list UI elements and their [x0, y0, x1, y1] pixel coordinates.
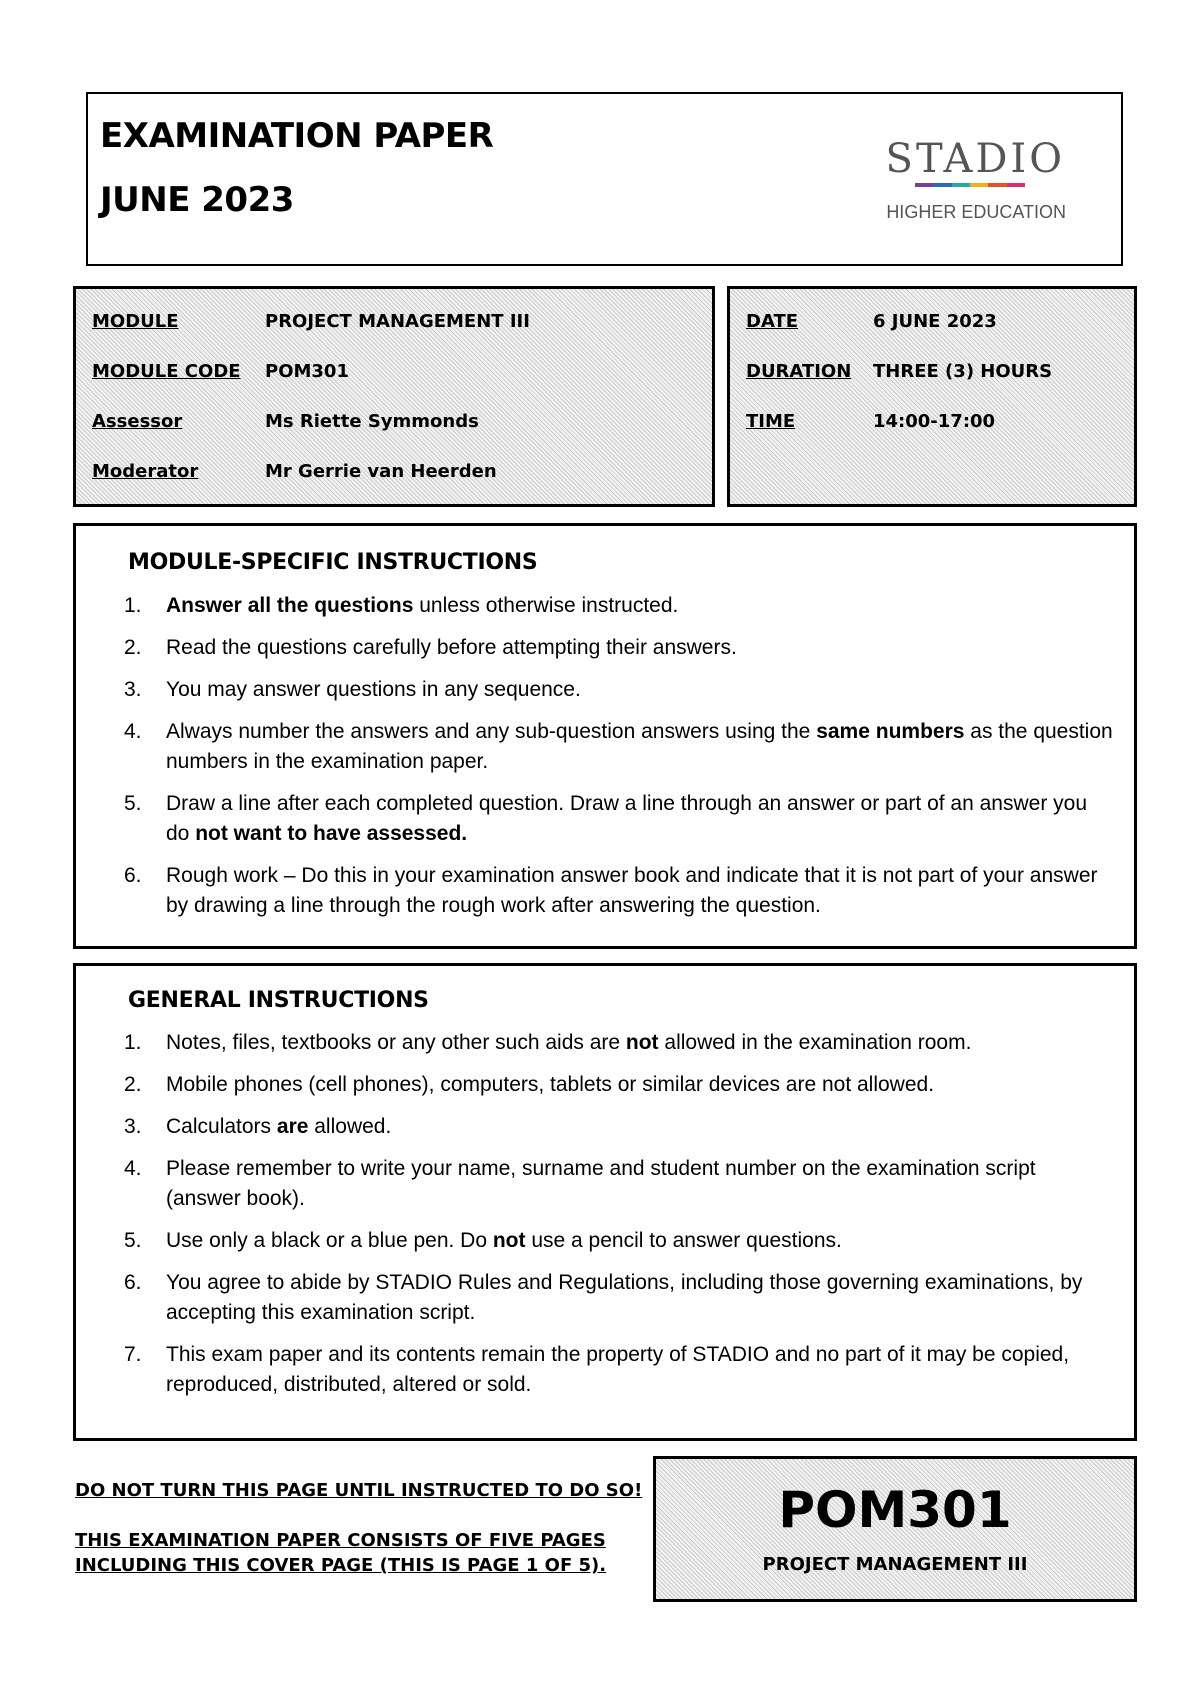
- header-box: [86, 92, 1123, 266]
- instruction-item: [114, 1226, 1114, 1256]
- detail-value: THREE (3) HOURS: [873, 361, 1053, 382]
- logo-color-bar: [915, 183, 1025, 187]
- instruction-emphasis: not: [492, 1229, 526, 1252]
- instruction-text: Calculators: [166, 1115, 277, 1138]
- instruction-text: Always number the answers and any sub-question answers using the: [166, 720, 817, 743]
- do-not-turn-warning: DO NOT TURN THIS PAGE UNTIL INSTRUCTED TO DO SO!: [75, 1480, 643, 1501]
- instruction-item: [114, 861, 1114, 921]
- logo-stripe: [915, 183, 933, 187]
- general-instructions-title: GENERAL INSTRUCTIONS: [128, 988, 429, 1013]
- exam-session: JUNE 2023: [100, 180, 294, 220]
- instruction-emphasis: Answer all the questions: [166, 594, 414, 617]
- instruction-number: 2.: [124, 1073, 142, 1096]
- detail-label: Moderator: [92, 461, 199, 482]
- instruction-text: unless otherwise instructed.: [413, 594, 679, 617]
- instruction-number: 2.: [124, 636, 142, 659]
- general-instructions-list: [114, 1028, 1114, 1412]
- module-instructions-list: [114, 591, 1114, 933]
- instruction-number: 3.: [124, 1115, 142, 1138]
- instruction-text: Read the questions carefully before attempting their answers.: [166, 636, 737, 659]
- logo-stripe: [1007, 183, 1025, 187]
- logo-stripe: [988, 183, 1006, 187]
- instruction-item: [114, 591, 1114, 621]
- instruction-text: Please remember to write your name, surname and student number on the examination script (answer book).: [166, 1157, 1036, 1210]
- instruction-number: 1.: [124, 594, 142, 617]
- instruction-emphasis: are: [276, 1115, 309, 1138]
- detail-value: Mr Gerrie van Heerden: [265, 461, 497, 482]
- instruction-item: [114, 1340, 1114, 1400]
- detail-label: Assessor: [92, 411, 183, 432]
- instruction-number: 6.: [124, 1271, 142, 1294]
- instruction-emphasis: same numbers: [816, 720, 965, 743]
- instruction-text: allowed.: [308, 1115, 392, 1138]
- logo-subtitle: HIGHER EDUCATION: [886, 202, 1066, 222]
- instruction-number: 5.: [124, 792, 142, 815]
- detail-label: TIME: [746, 411, 796, 432]
- page-count-line1: THIS EXAMINATION PAPER CONSISTS OF FIVE PAGES: [75, 1530, 606, 1551]
- instruction-text: You may answer questions in any sequence.: [166, 678, 581, 701]
- instruction-text: You agree to abide by STADIO Rules and Regulations, including those governing examinations, by accepting this examination script.: [166, 1271, 1083, 1324]
- logo-stripe: [933, 183, 951, 187]
- instruction-item: [114, 675, 1114, 705]
- detail-value: PROJECT MANAGEMENT III: [265, 311, 530, 332]
- exam-title: EXAMINATION PAPER: [100, 116, 494, 156]
- stadio-logo: STADIO: [885, 136, 1065, 182]
- instruction-emphasis: not want to have assessed.: [195, 822, 468, 845]
- instruction-item: [114, 789, 1114, 849]
- module-name-small: PROJECT MANAGEMENT III: [762, 1554, 1028, 1575]
- module-instructions-title: MODULE-SPECIFIC INSTRUCTIONS: [128, 550, 538, 575]
- detail-value: Ms Riette Symmonds: [265, 411, 479, 432]
- logo-stripe: [952, 183, 970, 187]
- module-code-large: POM301: [778, 1481, 1012, 1539]
- instruction-text: This exam paper and its contents remain the property of STADIO and no part of it may be copied, reproduced, distributed, altered or sold.: [166, 1343, 1070, 1396]
- page-count-line2: INCLUDING THIS COVER PAGE (THIS IS PAGE 1 OF 5).: [75, 1555, 607, 1576]
- instruction-number: 4.: [124, 720, 142, 743]
- logo-stripe: [970, 183, 988, 187]
- instruction-number: 1.: [124, 1031, 142, 1054]
- detail-value: 14:00-17:00: [873, 411, 996, 432]
- instruction-text: as the question numbers in the examination paper.: [166, 720, 1113, 773]
- detail-label: DATE: [746, 311, 799, 332]
- instruction-text: Draw a line after each completed question. Draw a line through an answer or part of an answer you do: [166, 792, 1088, 845]
- instruction-number: 3.: [124, 678, 142, 701]
- instruction-number: 6.: [124, 864, 142, 887]
- instruction-item: [114, 1154, 1114, 1214]
- detail-label: DURATION: [746, 361, 852, 382]
- instruction-item: [114, 633, 1114, 663]
- instruction-number: 7.: [124, 1343, 142, 1366]
- schedule-details-panel: [727, 286, 1137, 507]
- detail-label: MODULE: [92, 311, 179, 332]
- instruction-emphasis: not: [625, 1031, 659, 1054]
- instruction-item: [114, 1028, 1114, 1058]
- instruction-text: Notes, files, textbooks or any other such aids are: [166, 1031, 626, 1054]
- detail-value: POM301: [265, 361, 349, 382]
- module-instructions-box: [73, 523, 1137, 949]
- module-details-panel: [73, 286, 715, 507]
- instruction-item: [114, 1268, 1114, 1328]
- detail-label: MODULE CODE: [92, 361, 241, 382]
- instruction-number: 5.: [124, 1229, 142, 1252]
- instruction-item: [114, 1112, 1114, 1142]
- general-instructions-box: [73, 963, 1137, 1441]
- instruction-text: use a pencil to answer questions.: [525, 1229, 842, 1252]
- instruction-item: [114, 717, 1114, 777]
- instruction-text: allowed in the examination room.: [658, 1031, 972, 1054]
- instruction-text: Mobile phones (cell phones), computers, tablets or similar devices are not allowed.: [166, 1073, 935, 1096]
- instruction-number: 4.: [124, 1157, 142, 1180]
- instruction-item: [114, 1070, 1114, 1100]
- module-code-box: [653, 1456, 1137, 1602]
- instruction-text: Rough work – Do this in your examination answer book and indicate that it is not part of your answer by drawing a line through the rough work after answering the question.: [166, 864, 1098, 917]
- instruction-text: Use only a black or a blue pen. Do: [166, 1229, 493, 1252]
- detail-value: 6 JUNE 2023: [873, 311, 997, 332]
